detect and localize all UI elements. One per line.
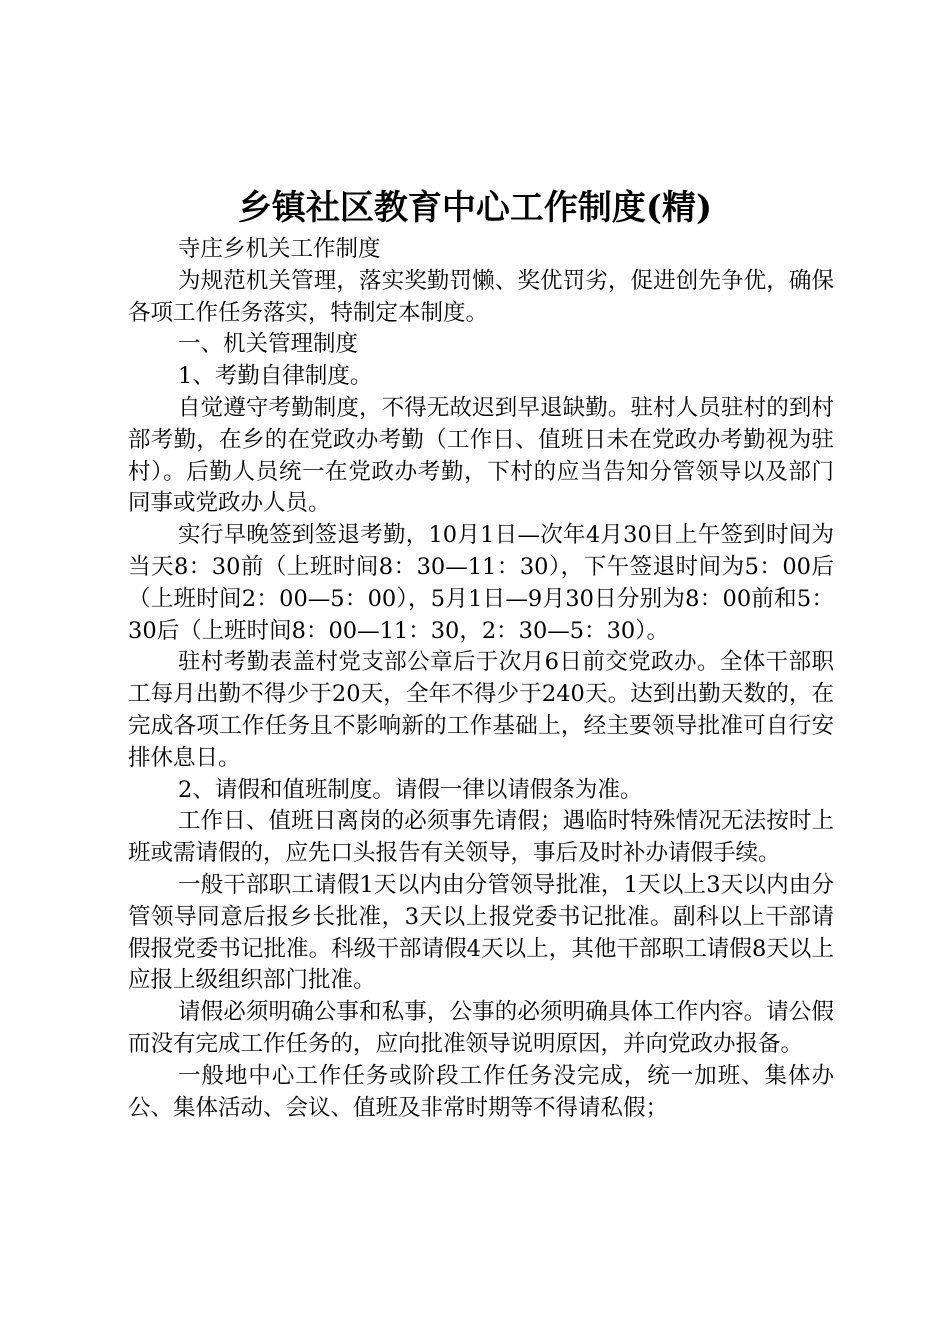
subsection-heading: 1、考勤自律制度。 bbox=[178, 363, 373, 390]
subsection-heading: 2、请假和值班制度。请假一律以请假条为准。 bbox=[178, 776, 643, 803]
document-body bbox=[128, 234, 834, 1124]
paragraph: 一般地中心工作任务或阶段工作任务没完成，统一加班、集体办公、集体活动、会议、值班及非常时期等不得请私假； bbox=[128, 1062, 834, 1121]
paragraph-heading: 寺庄乡机关工作制度 bbox=[178, 236, 381, 262]
paragraph: 工作日、值班日离岗的必须事先请假；遇临时特殊情况无法按时上班或需请假的，应先口头报告有关领导，事后及时补办请假手续。 bbox=[128, 808, 834, 867]
section-heading: 一、机关管理制度 bbox=[178, 331, 359, 358]
document-title: 乡镇社区教育中心工作制度(精) bbox=[237, 188, 713, 228]
paragraph: 请假必须明确公事和私事，公事的必须明确具体工作内容。请公假而没有完成工作任务的，应向批准领导说明原因，并向党政办报备。 bbox=[128, 999, 834, 1057]
paragraph: 驻村考勤表盖村党支部公章后于次月6日前交党政办。全体干部职工每月出勤不得少于20天，全年不得少于240天。达到出勤天数的，在完成各项工作任务且不影响新的工作基础上，经主要领导批准可自行安排休息日。 bbox=[128, 649, 834, 771]
paragraph: 实行早晚签到签退考勤，10月1日—次年4月30日上午签到时间为当天8：30前（上班时间8：30—11：30），下午签退时间为5：00后（上班时间2：00—5：00），5月1日—9月30日分别为8：00前和5：30后（上班时间8：00—11：30，2：30—5：30）。 bbox=[128, 522, 834, 644]
paragraph: 自觉遵守考勤制度，不得无故迟到早退缺勤。驻村人员驻村的到村部考勤，在乡的在党政办考勤（工作日、值班日未在党政办考勤视为驻村）。后勤人员统一在党政办考勤，下村的应当告知分管领导以及部门同事或党政办人员。 bbox=[128, 394, 834, 517]
paragraph: 为规范机关管理，落实奖勤罚懒、奖优罚劣，促进创先争优，确保各项工作任务落实，特制定本制度。 bbox=[128, 267, 834, 326]
paragraph: 一般干部职工请假1天以内由分管领导批准，1天以上3天以内由分管领导同意后报乡长批准，3天以上报党委书记批准。副科以上干部请假报党委书记批准。科级干部请假4天以上，其他干部职工请假8天以上应报上级组织部门批准。 bbox=[128, 871, 834, 994]
